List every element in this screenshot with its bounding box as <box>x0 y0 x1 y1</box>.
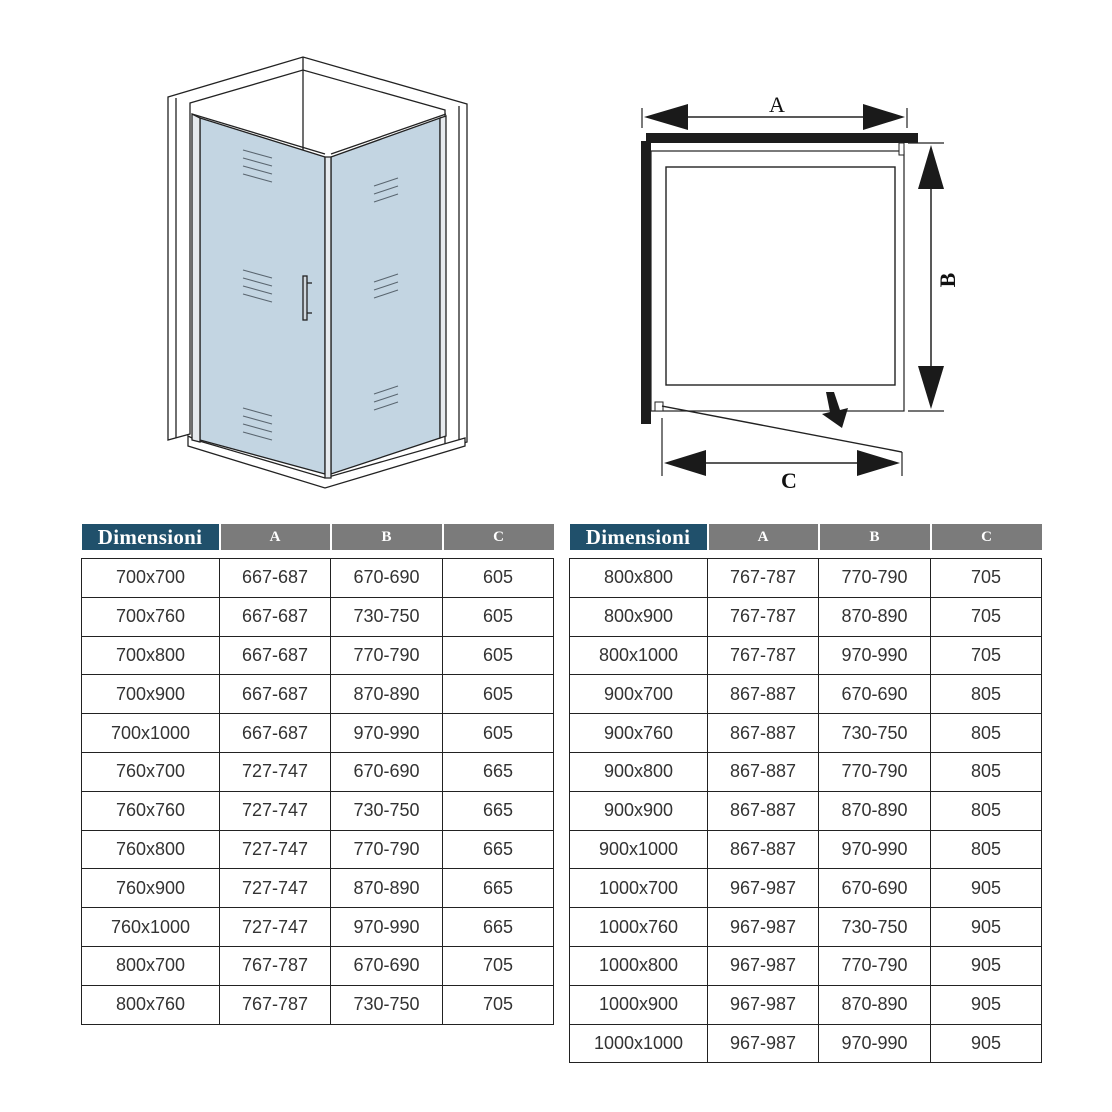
cell-b: 970-990 <box>331 908 443 947</box>
cell-a: 667-687 <box>220 675 331 714</box>
cell-a: 727-747 <box>220 869 331 908</box>
cell-dimensioni: 760x1000 <box>82 908 220 947</box>
door-handle <box>303 276 307 320</box>
cell-b: 670-690 <box>331 946 443 985</box>
cell-b: 970-990 <box>819 636 931 675</box>
tray-outline-outer <box>651 151 904 411</box>
header-c: C <box>931 524 1042 550</box>
table-row <box>82 636 554 675</box>
table-row <box>570 714 1042 753</box>
cell-a: 667-687 <box>220 714 331 753</box>
cell-b: 670-690 <box>331 559 443 598</box>
c-arrow-right <box>857 450 900 476</box>
cell-a: 867-887 <box>708 675 819 714</box>
cell-dimensioni: 760x700 <box>82 752 220 791</box>
cell-c: 905 <box>931 946 1042 985</box>
cell-dimensioni: 700x1000 <box>82 714 220 753</box>
cell-b: 870-890 <box>331 869 443 908</box>
shower-enclosure-drawing <box>168 57 467 488</box>
cell-c: 665 <box>443 830 554 869</box>
cell-b: 670-690 <box>819 869 931 908</box>
door-swing-line <box>662 406 902 452</box>
cell-a: 727-747 <box>220 791 331 830</box>
cell-b: 970-990 <box>819 1024 931 1063</box>
cell-a: 967-987 <box>708 1024 819 1063</box>
cell-a: 667-687 <box>220 636 331 675</box>
dimensions-table-left <box>81 524 554 1025</box>
cell-dimensioni: 760x800 <box>82 830 220 869</box>
cell-a: 727-747 <box>220 752 331 791</box>
header-b: B <box>819 524 931 550</box>
cell-b: 770-790 <box>819 752 931 791</box>
cell-dimensioni: 900x900 <box>570 791 708 830</box>
cell-a: 967-987 <box>708 869 819 908</box>
cell-c: 805 <box>931 752 1042 791</box>
cell-a: 727-747 <box>220 908 331 947</box>
cell-dimensioni: 760x900 <box>82 869 220 908</box>
tray-outline-inner <box>666 167 895 385</box>
table-row <box>82 869 554 908</box>
cell-dimensioni: 1000x760 <box>570 908 708 947</box>
cell-dimensioni: 900x1000 <box>570 830 708 869</box>
table-header-row <box>570 524 1042 550</box>
cell-b: 870-890 <box>819 985 931 1024</box>
cell-c: 665 <box>443 752 554 791</box>
table-row <box>570 559 1042 598</box>
cell-c: 705 <box>931 636 1042 675</box>
cell-dimensioni: 800x700 <box>82 946 220 985</box>
cell-a: 727-747 <box>220 830 331 869</box>
cell-a: 767-787 <box>220 946 331 985</box>
cell-c: 905 <box>931 869 1042 908</box>
dimension-label-a: A <box>769 92 785 117</box>
cell-dimensioni: 900x760 <box>570 714 708 753</box>
cell-dimensioni: 900x800 <box>570 752 708 791</box>
table-row <box>82 559 554 598</box>
cell-a: 767-787 <box>708 559 819 598</box>
cell-c: 705 <box>443 946 554 985</box>
side-glass-panel <box>331 118 440 474</box>
dimension-label-b: B <box>935 272 960 288</box>
cell-c: 605 <box>443 675 554 714</box>
cell-dimensioni: 700x800 <box>82 636 220 675</box>
cell-b: 970-990 <box>331 714 443 753</box>
cell-b: 730-750 <box>819 908 931 947</box>
table-row <box>570 675 1042 714</box>
header-b: B <box>331 524 443 550</box>
table-body <box>570 550 1042 1063</box>
cell-b: 770-790 <box>819 559 931 598</box>
cell-b: 670-690 <box>819 675 931 714</box>
cell-a: 867-887 <box>708 714 819 753</box>
cell-b: 730-750 <box>819 714 931 753</box>
table-row <box>82 908 554 947</box>
table-row <box>570 830 1042 869</box>
cell-c: 805 <box>931 791 1042 830</box>
top-wall <box>646 133 918 143</box>
cell-b: 970-990 <box>819 830 931 869</box>
cell-c: 805 <box>931 830 1042 869</box>
table-row <box>82 714 554 753</box>
table-row <box>570 636 1042 675</box>
table-row <box>570 985 1042 1024</box>
header-a: A <box>220 524 331 550</box>
cell-a: 867-887 <box>708 791 819 830</box>
table-header-row <box>82 524 554 550</box>
cell-c: 605 <box>443 597 554 636</box>
cell-c: 605 <box>443 636 554 675</box>
table-row <box>82 946 554 985</box>
table-row <box>570 791 1042 830</box>
cell-a: 967-987 <box>708 985 819 1024</box>
cell-dimensioni: 1000x800 <box>570 946 708 985</box>
cell-b: 770-790 <box>331 830 443 869</box>
cell-b: 730-750 <box>331 791 443 830</box>
cell-a: 667-687 <box>220 559 331 598</box>
table-spacer <box>570 550 1042 559</box>
cell-c: 605 <box>443 559 554 598</box>
table-row <box>82 675 554 714</box>
cell-b: 870-890 <box>331 675 443 714</box>
dimension-label-c: C <box>781 468 797 493</box>
table-row <box>570 597 1042 636</box>
cell-c: 665 <box>443 908 554 947</box>
header-dimensioni: Dimensioni <box>570 524 708 550</box>
cell-b: 770-790 <box>331 636 443 675</box>
cell-dimensioni: 800x1000 <box>570 636 708 675</box>
a-arrow-left <box>644 104 688 130</box>
illustration <box>0 0 1112 520</box>
cell-a: 767-787 <box>708 636 819 675</box>
table-row <box>570 946 1042 985</box>
cell-b: 670-690 <box>331 752 443 791</box>
table-spacer <box>82 550 554 559</box>
cell-b: 730-750 <box>331 597 443 636</box>
cell-c: 805 <box>931 675 1042 714</box>
cell-dimensioni: 700x700 <box>82 559 220 598</box>
table-row <box>570 869 1042 908</box>
cell-c: 705 <box>931 597 1042 636</box>
table-row <box>82 752 554 791</box>
table-row <box>82 985 554 1024</box>
header-c: C <box>443 524 554 550</box>
dimensions-table-right <box>569 524 1042 1063</box>
table-row <box>82 791 554 830</box>
a-arrow-right <box>863 104 905 130</box>
c-arrow-left <box>664 450 706 476</box>
table-row <box>82 597 554 636</box>
table-row <box>82 830 554 869</box>
cell-a: 867-887 <box>708 752 819 791</box>
cell-dimensioni: 700x900 <box>82 675 220 714</box>
cell-dimensioni: 900x700 <box>570 675 708 714</box>
cell-a: 767-787 <box>220 985 331 1024</box>
table-row <box>570 908 1042 947</box>
left-wall <box>641 141 651 424</box>
cell-b: 870-890 <box>819 791 931 830</box>
cell-c: 805 <box>931 714 1042 753</box>
cell-c: 665 <box>443 869 554 908</box>
table-row <box>570 752 1042 791</box>
cell-a: 767-787 <box>708 597 819 636</box>
cell-a: 967-987 <box>708 946 819 985</box>
cell-c: 905 <box>931 1024 1042 1063</box>
header-a: A <box>708 524 819 550</box>
cell-b: 870-890 <box>819 597 931 636</box>
cell-c: 665 <box>443 791 554 830</box>
cell-c: 905 <box>931 908 1042 947</box>
cell-dimensioni: 760x760 <box>82 791 220 830</box>
header-dimensioni: Dimensioni <box>82 524 220 550</box>
cell-c: 705 <box>443 985 554 1024</box>
cell-dimensioni: 800x900 <box>570 597 708 636</box>
door-direction-arrow <box>822 392 848 428</box>
cell-c: 705 <box>931 559 1042 598</box>
cell-a: 967-987 <box>708 908 819 947</box>
cell-dimensioni: 1000x900 <box>570 985 708 1024</box>
cell-dimensioni: 1000x1000 <box>570 1024 708 1063</box>
cell-c: 905 <box>931 985 1042 1024</box>
b-arrow-bottom <box>918 366 944 409</box>
b-arrow-top <box>918 145 944 189</box>
cell-c: 605 <box>443 714 554 753</box>
cell-dimensioni: 800x760 <box>82 985 220 1024</box>
top-view-diagram <box>641 92 960 493</box>
cell-a: 867-887 <box>708 830 819 869</box>
cell-dimensioni: 800x800 <box>570 559 708 598</box>
cell-a: 667-687 <box>220 597 331 636</box>
table-body <box>82 550 554 1024</box>
cell-b: 730-750 <box>331 985 443 1024</box>
cell-b: 770-790 <box>819 946 931 985</box>
cell-dimensioni: 1000x700 <box>570 869 708 908</box>
table-row <box>570 1024 1042 1063</box>
cell-dimensioni: 700x760 <box>82 597 220 636</box>
